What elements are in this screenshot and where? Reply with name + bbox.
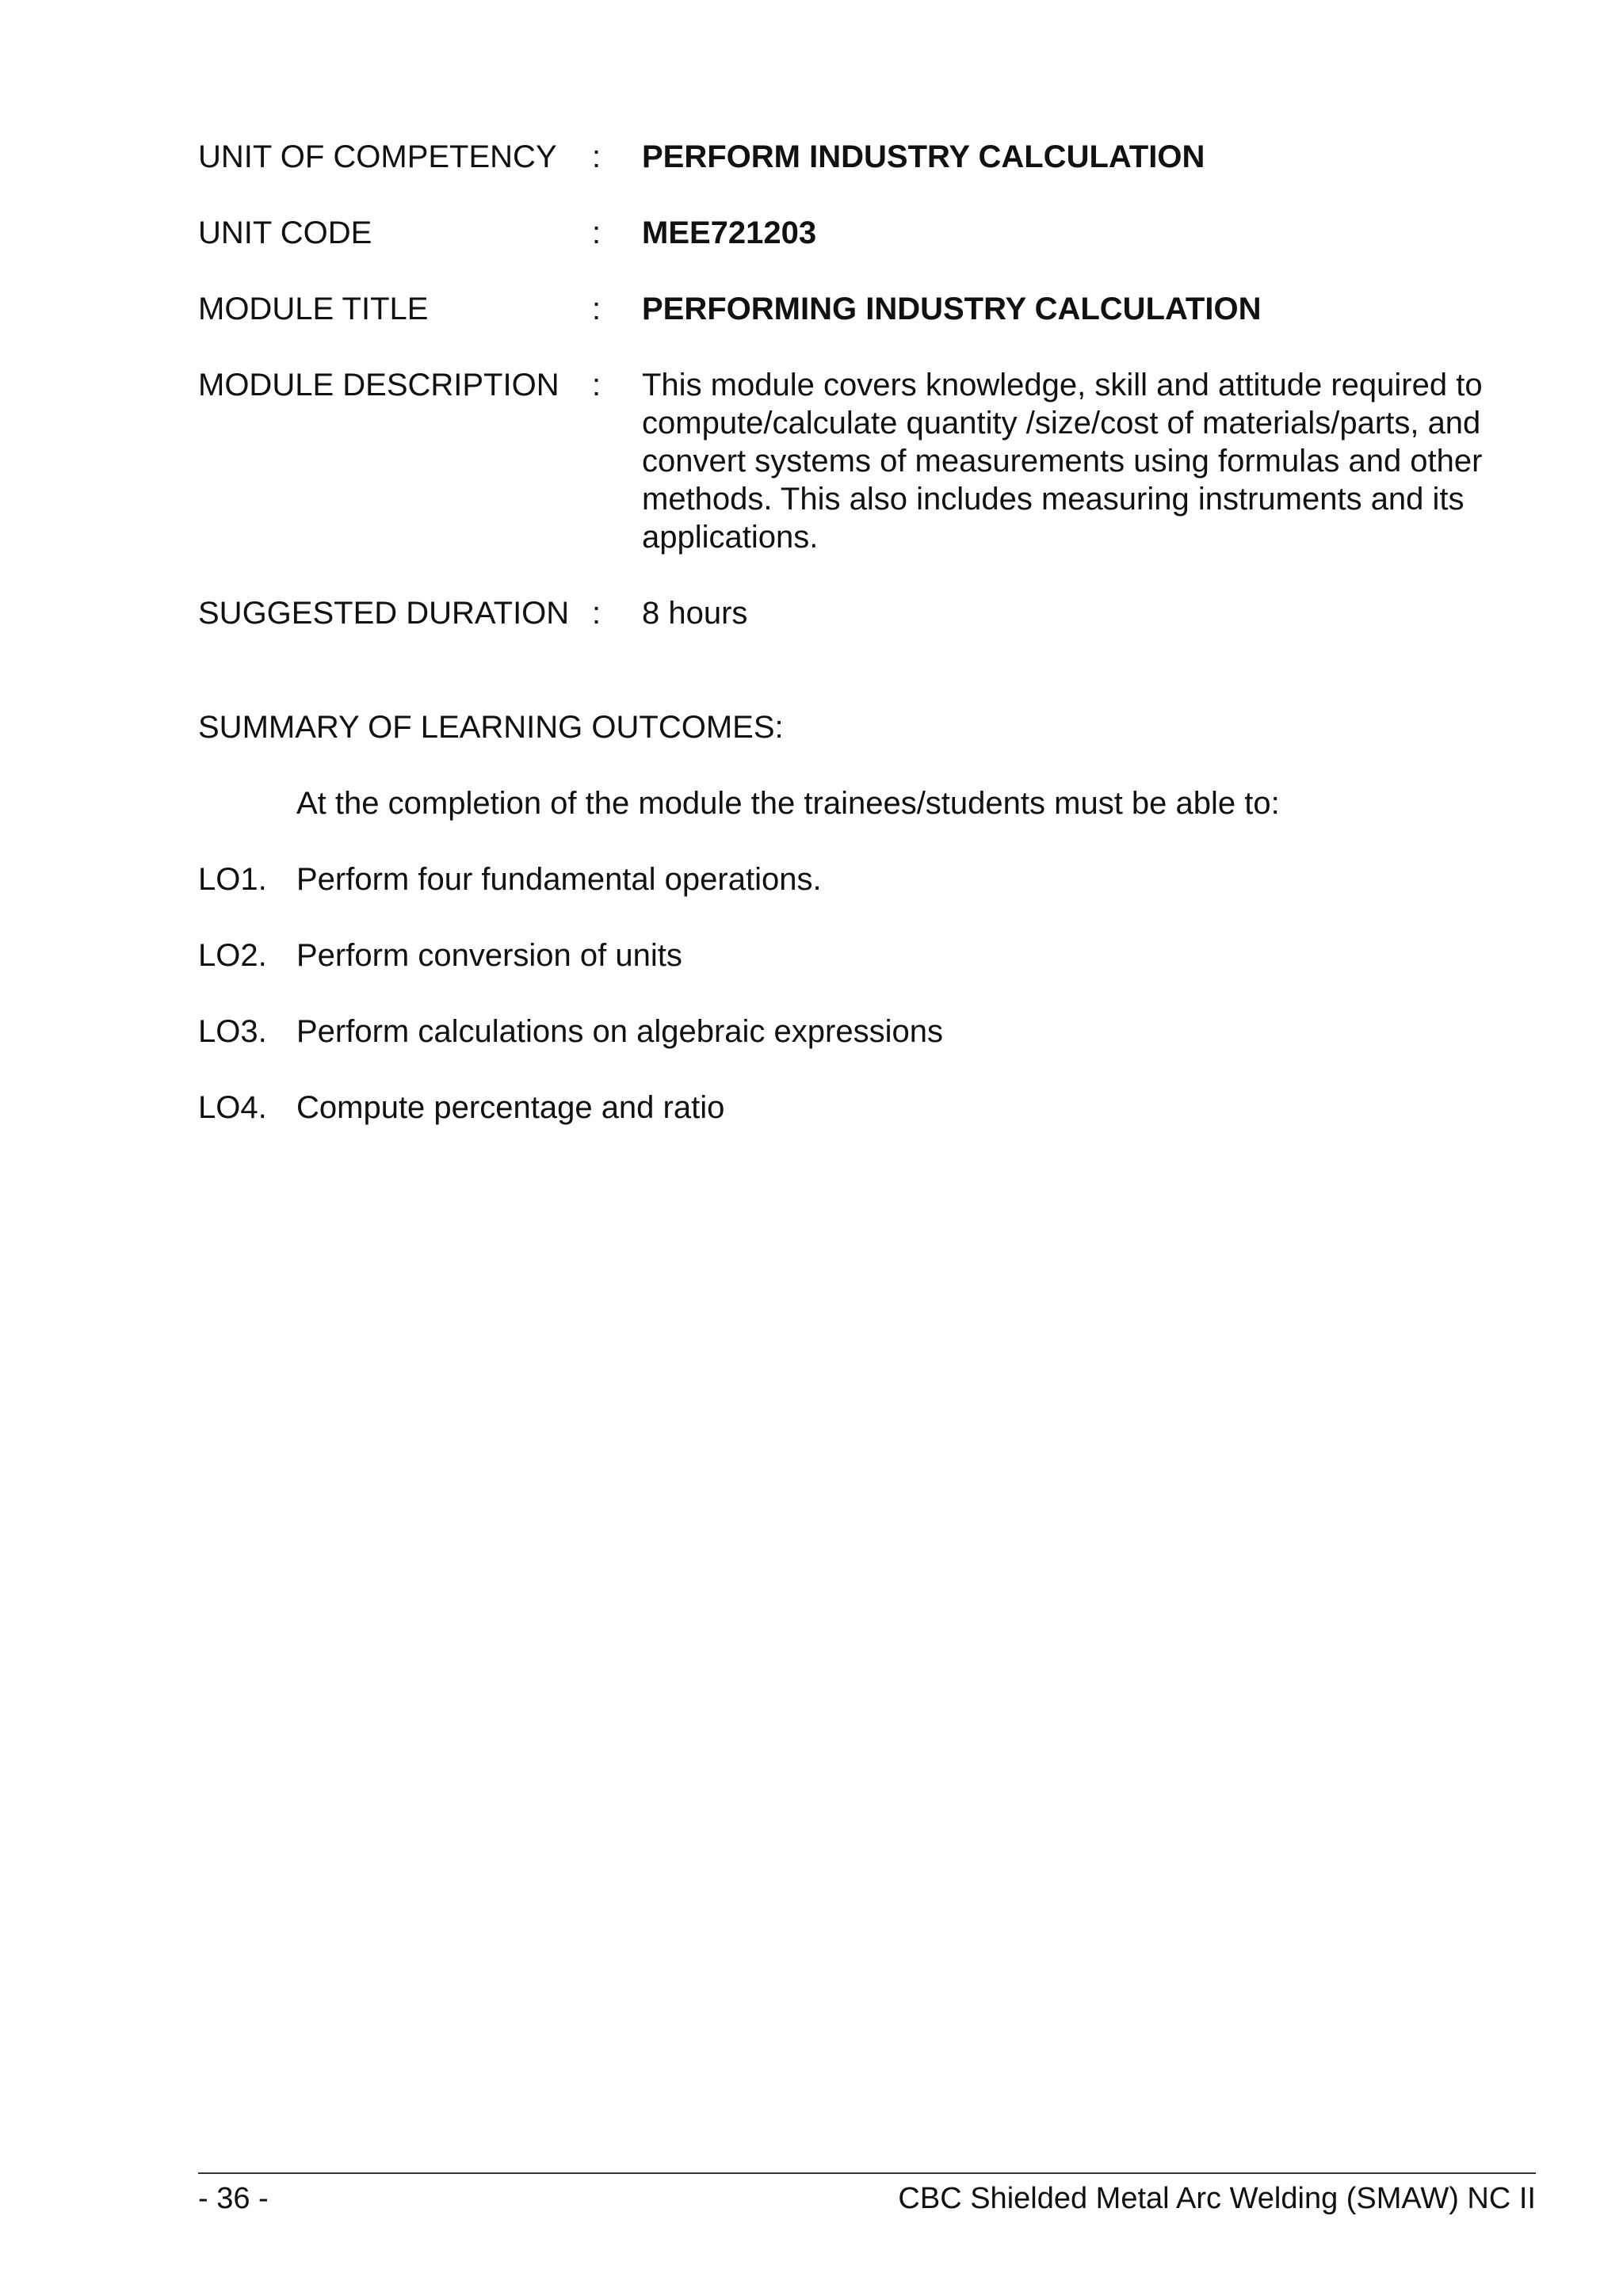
learning-outcome-text: Perform four fundamental operations.	[296, 862, 822, 897]
learning-outcome-code: LO1.	[198, 862, 267, 897]
suggested-duration-label: SUGGESTED DURATION	[198, 596, 570, 631]
field-separator: :	[592, 139, 601, 174]
learning-outcome-text: Perform calculations on algebraic expressions	[296, 1014, 943, 1049]
unit-code-label: UNIT CODE	[198, 215, 372, 250]
field-separator: :	[592, 368, 601, 402]
field-separator: :	[592, 596, 601, 631]
module-title-label: MODULE TITLE	[198, 292, 429, 326]
field-separator: :	[592, 215, 601, 250]
learning-outcome-code: LO3.	[198, 1014, 267, 1049]
footer-page-number: - 36 -	[198, 2182, 269, 2215]
module-description-label: MODULE DESCRIPTION	[198, 368, 559, 402]
unit-of-competency-value: PERFORM INDUSTRY CALCULATION	[642, 139, 1205, 174]
summary-intro: At the completion of the module the trainees/students must be able to:	[296, 786, 1280, 821]
footer-document-title: CBC Shielded Metal Arc Welding (SMAW) NC II	[898, 2182, 1536, 2215]
field-separator: :	[592, 292, 601, 326]
summary-heading: SUMMARY OF LEARNING OUTCOMES:	[198, 710, 784, 745]
suggested-duration-value: 8 hours	[642, 596, 748, 631]
learning-outcome-text: Perform conversion of units	[296, 938, 682, 973]
learning-outcome-text: Compute percentage and ratio	[296, 1090, 725, 1125]
footer-divider	[198, 2172, 1536, 2174]
module-description-value: This module covers knowledge, skill and attitude required to compute/calculate quantity /size/cost of materials/parts, and convert systems of measurements using formulas and other methods. This also includes measuring instruments and its applications.	[642, 368, 1483, 555]
learning-outcome-code: LO4.	[198, 1090, 267, 1125]
module-title-value: PERFORMING INDUSTRY CALCULATION	[642, 292, 1262, 326]
unit-code-value: MEE721203	[642, 215, 817, 250]
learning-outcome-code: LO2.	[198, 938, 267, 973]
unit-of-competency-label: UNIT OF COMPETENCY	[198, 139, 557, 174]
